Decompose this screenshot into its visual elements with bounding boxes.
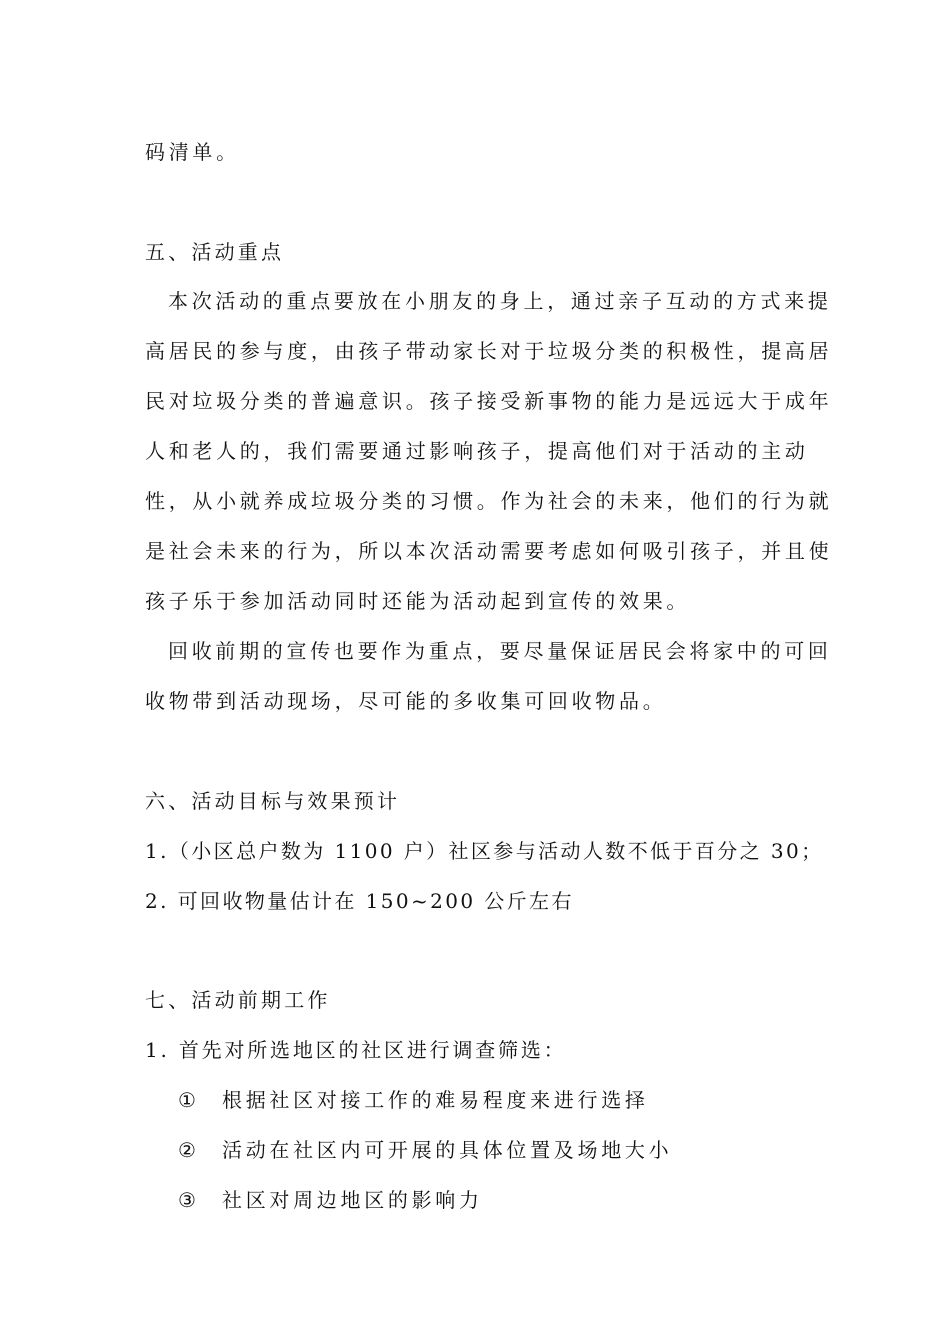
section5-para1-line: 是社会未来的行为，所以本次活动需要考虑如何吸引孩子，并且使 xyxy=(145,539,833,563)
section5-para1-line: 高居民的参与度，由孩子带动家长对于垃圾分类的积极性，提高居 xyxy=(145,339,833,363)
section6-item: 2. 可回收物量估计在 150~200 公斤左右 xyxy=(145,889,574,913)
section5-para1-line: 本次活动的重点要放在小朋友的身上，通过亲子互动的方式来提 xyxy=(168,289,832,313)
section6-heading: 六、活动目标与效果预计 xyxy=(145,789,401,813)
section5-para1-line: 性，从小就养成垃圾分类的习惯。作为社会的未来，他们的行为就 xyxy=(145,489,833,513)
section6-item: 1.（小区总户数为 1100 户）社区参与活动人数不低于百分之 30； xyxy=(145,839,824,863)
section7-item: 1. 首先对所选地区的社区进行调查筛选： xyxy=(145,1038,567,1062)
section7-heading: 七、活动前期工作 xyxy=(145,988,331,1012)
section5-heading: 五、活动重点 xyxy=(145,240,285,264)
section5-para2-line: 收物带到活动现场，尽可能的多收集可回收物品。 xyxy=(145,689,667,713)
section5-para1-line: 民对垃圾分类的普遍意识。孩子接受新事物的能力是远远大于成年 xyxy=(145,389,833,413)
sub-item-text: 活动在社区内可开展的具体位置及场地大小 xyxy=(222,1138,673,1162)
continuation-text: 码清单。 xyxy=(145,140,240,164)
section5-para1-line: 孩子乐于参加活动同时还能为活动起到宣传的效果。 xyxy=(145,589,691,613)
section5-para1-line: 人和老人的，我们需要通过影响孩子，提高他们对于活动的主动 xyxy=(145,439,809,463)
sub-item-text: 根据社区对接工作的难易程度来进行选择 xyxy=(222,1088,649,1112)
sub-item-marker: ② xyxy=(178,1138,200,1162)
section5-para2-line: 回收前期的宣传也要作为重点，要尽量保证居民会将家中的可回 xyxy=(168,639,832,663)
sub-item-marker: ③ xyxy=(178,1188,200,1212)
sub-item-marker: ① xyxy=(178,1088,200,1112)
sub-item-text: 社区对周边地区的影响力 xyxy=(222,1188,483,1212)
